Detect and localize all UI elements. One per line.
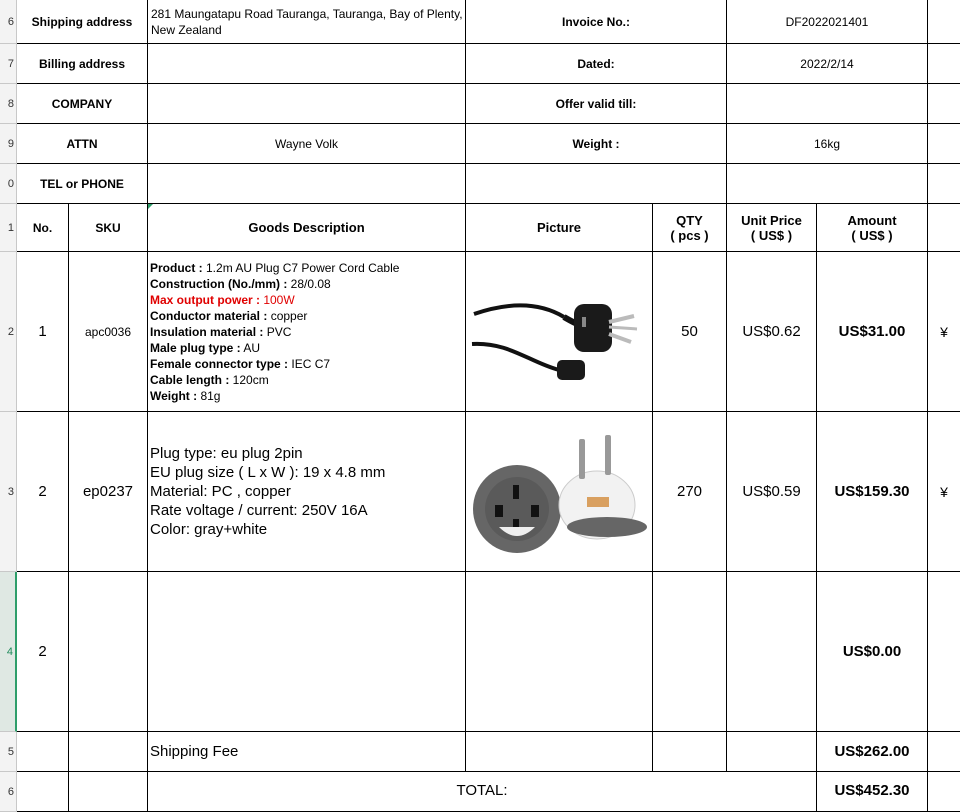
desc-line: Weight : 81g <box>150 388 221 403</box>
extra-cell[interactable] <box>928 572 960 732</box>
power-cord-image <box>469 272 649 392</box>
desc-line: Product : 1.2m AU Plug C7 Power Cord Cable <box>150 260 400 275</box>
dated-value[interactable]: 2022/2/14 <box>727 44 928 84</box>
total-value[interactable]: US$452.30 <box>817 772 928 812</box>
col-header-unit-price[interactable] <box>727 204 817 252</box>
dated-label[interactable]: Dated: <box>466 44 727 84</box>
item-amount[interactable]: US$159.30 <box>817 412 928 572</box>
row-header-10[interactable] <box>0 164 17 204</box>
extra-cell[interactable] <box>928 204 960 252</box>
item-description[interactable] <box>148 412 466 572</box>
company-value[interactable] <box>148 84 466 124</box>
item-description[interactable] <box>148 252 466 412</box>
weight-label[interactable]: Weight : <box>466 124 727 164</box>
extra-cell[interactable] <box>928 124 960 164</box>
billing-address-value[interactable] <box>148 44 466 84</box>
empty-cell[interactable] <box>653 732 727 772</box>
desc-line: Rate voltage / current: 250V 16A <box>150 502 368 519</box>
item-qty[interactable]: 270 <box>653 412 727 572</box>
amount-header-line2: ( US$ ) <box>851 227 893 243</box>
desc-line: Female connector type : IEC C7 <box>150 356 331 371</box>
item-unit-price[interactable]: US$0.59 <box>727 412 817 572</box>
desc-line: Max output power : 100W <box>150 292 295 307</box>
empty-cell[interactable] <box>727 732 817 772</box>
tel-label[interactable]: TEL or PHONE <box>17 164 148 204</box>
item-no[interactable]: 1 <box>17 252 69 412</box>
item-sku[interactable] <box>69 572 148 732</box>
empty-cell[interactable] <box>727 164 928 204</box>
amount-header-line1: Amount <box>847 212 897 228</box>
item-sku[interactable]: apc0036 <box>69 252 148 412</box>
row-header-13[interactable] <box>0 412 17 572</box>
row-number: 6 <box>7 785 14 798</box>
item-sku[interactable]: ep0237 <box>69 412 148 572</box>
item-amount[interactable]: US$0.00 <box>817 572 928 732</box>
extra-cell[interactable] <box>928 772 960 812</box>
invoice-value[interactable]: DF2022021401 <box>727 0 928 44</box>
item-amount[interactable]: US$31.00 <box>817 252 928 412</box>
row-number: 8 <box>7 97 14 110</box>
row-header-14[interactable] <box>0 572 17 732</box>
shipping-address-value[interactable]: 281 Maungatapu Road Tauranga, Tauranga, Bay of Plenty, New Zealand <box>148 0 466 44</box>
yen-value: ¥ <box>940 483 948 500</box>
tel-value[interactable] <box>148 164 466 204</box>
row-number: 2 <box>7 325 14 338</box>
item-qty[interactable]: 50 <box>653 252 727 412</box>
row-header-6[interactable] <box>0 0 17 44</box>
row-header-7[interactable] <box>0 44 17 84</box>
yen-value: ¥ <box>940 323 948 340</box>
offer-valid-value[interactable] <box>727 84 928 124</box>
weight-value[interactable]: 16kg <box>727 124 928 164</box>
row-header-11[interactable] <box>0 204 17 252</box>
shipping-address-label[interactable]: Shipping address <box>17 0 148 44</box>
col-header-desc[interactable]: Goods Description <box>148 204 466 252</box>
col-header-no[interactable]: No. <box>17 204 69 252</box>
desc-line: EU plug size ( L x W ): 19 x 4.8 mm <box>150 464 386 481</box>
empty-cell[interactable] <box>17 772 69 812</box>
extra-cell[interactable] <box>928 84 960 124</box>
empty-cell[interactable] <box>69 772 148 812</box>
col-header-qty[interactable] <box>653 204 727 252</box>
attn-value[interactable]: Wayne Volk <box>148 124 466 164</box>
desc-line: Male plug type : AU <box>150 340 261 355</box>
extra-cell[interactable] <box>928 252 960 412</box>
invoice-label[interactable]: Invoice No.: <box>466 0 727 44</box>
item-unit-price[interactable] <box>727 572 817 732</box>
row-header-12[interactable] <box>0 252 17 412</box>
row-number: 0 <box>7 177 14 190</box>
unit-header-line2: ( US$ ) <box>750 227 793 243</box>
total-label[interactable]: TOTAL: <box>148 772 817 812</box>
plug-adapter-image <box>469 427 649 557</box>
empty-cell[interactable] <box>69 732 148 772</box>
desc-line: Plug type: eu plug 2pin <box>150 445 303 462</box>
row-header-8[interactable] <box>0 84 17 124</box>
row-number: 4 <box>6 645 13 658</box>
extra-cell[interactable] <box>928 412 960 572</box>
col-header-sku[interactable]: SKU <box>69 204 148 252</box>
extra-cell[interactable] <box>928 164 960 204</box>
row-number: 5 <box>7 745 14 758</box>
cell-comment-indicator <box>148 204 153 209</box>
shipping-fee-value[interactable]: US$262.00 <box>817 732 928 772</box>
item-no[interactable]: 2 <box>17 412 69 572</box>
extra-cell[interactable] <box>928 44 960 84</box>
row-number: 9 <box>7 137 14 150</box>
desc-line: Insulation material : PVC <box>150 324 292 339</box>
shipping-fee-label[interactable]: Shipping Fee <box>148 732 466 772</box>
row-header-16[interactable] <box>0 772 17 812</box>
item-no[interactable]: 2 <box>17 572 69 732</box>
row-header-15[interactable] <box>0 732 17 772</box>
row-number: 6 <box>7 15 14 28</box>
desc-line: Material: PC , copper <box>150 483 291 500</box>
row-header-9[interactable] <box>0 124 17 164</box>
empty-cell[interactable] <box>466 732 653 772</box>
billing-address-label[interactable]: Billing address <box>17 44 148 84</box>
desc-line: Conductor material : copper <box>150 308 308 323</box>
attn-label[interactable]: ATTN <box>17 124 148 164</box>
empty-cell[interactable] <box>17 732 69 772</box>
row-number: 3 <box>7 485 14 498</box>
col-header-amount[interactable] <box>817 204 928 252</box>
company-label[interactable]: COMPANY <box>17 84 148 124</box>
item-picture[interactable] <box>466 412 653 572</box>
qty-header-line1: QTY <box>676 212 703 228</box>
item-picture[interactable] <box>466 572 653 732</box>
offer-valid-label[interactable]: Offer valid till: <box>466 84 727 124</box>
empty-cell[interactable] <box>466 164 727 204</box>
unit-header-line1: Unit Price <box>741 212 802 228</box>
desc-line: Color: gray+white <box>150 521 268 538</box>
item-picture[interactable] <box>466 252 653 412</box>
item-unit-price[interactable]: US$0.62 <box>727 252 817 412</box>
row-number: 1 <box>7 221 14 234</box>
item-description[interactable] <box>148 572 466 732</box>
desc-line: Cable length : 120cm <box>150 372 269 387</box>
qty-header-line2: ( pcs ) <box>670 227 709 243</box>
desc-line: Construction (No./mm) : 28/0.08 <box>150 276 331 291</box>
row-number: 7 <box>7 57 14 70</box>
item-qty[interactable] <box>653 572 727 732</box>
col-header-picture[interactable]: Picture <box>466 204 653 252</box>
extra-cell[interactable] <box>928 0 960 44</box>
extra-cell[interactable] <box>928 732 960 772</box>
